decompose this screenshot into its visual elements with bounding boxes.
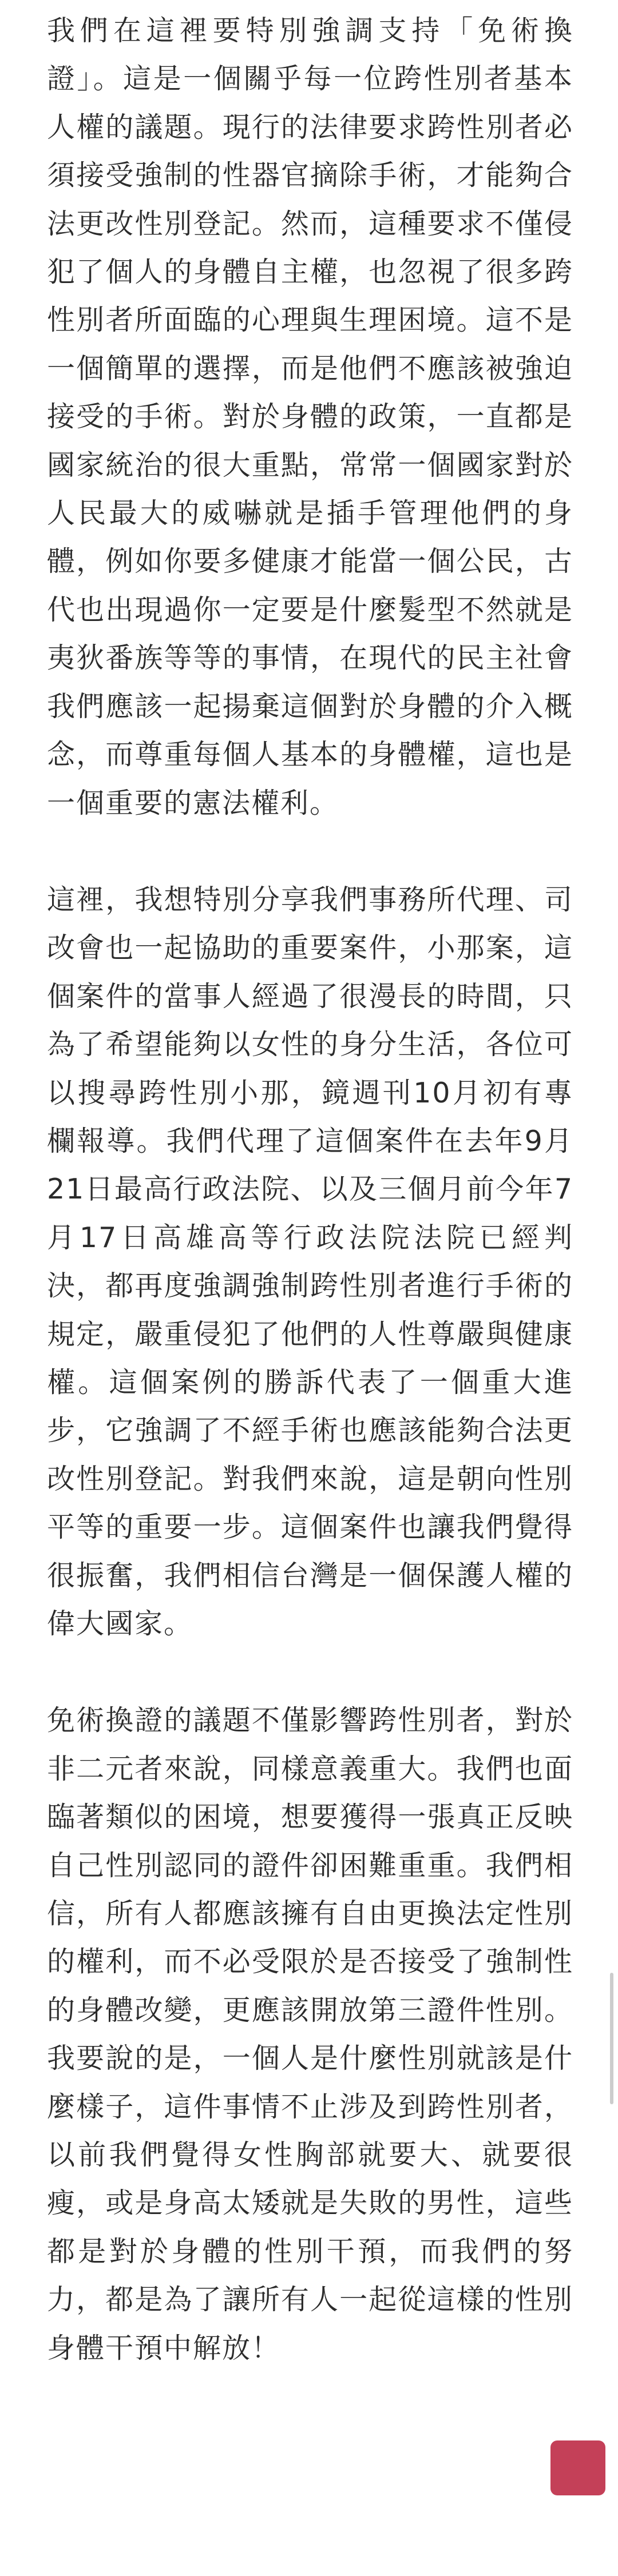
paragraph-gender-recognition: 我們在這裡要特別強調支持「免術換證」。這是一個關乎每一位跨性別者基本人權的議題。現行的法律要求跨性別者必須接受強制的性器官摘除手術，才能夠合法更改性別登記。然而，這種要求不僅侵犯了個人的身體自主權，也忽視了很多跨性別者所面臨的心理與生理困境。這不是一個簡單的選擇，而是他們不應該被強迫接受的手術。對於身體的政策，一直都是國家統治的很大重點，常常一個國家對於人民最大的威嚇就是插手管理他們的身體，例如你要多健康才能當一個公民，古代也出現過你一定要是什麼髮型不然就是夷狄番族等等的事情，在現代的民主社會我們應該一起揚棄這個對於身體的介入概念，而尊重每個人基本的身體權，這也是一個重要的憲法權利。 [47, 14, 573, 819]
article-body [47, 7, 573, 2372]
paragraph-non-binary: 免術換證的議題不僅影響跨性別者，對於非二元者來說，同樣意義重大。我們也面臨著類似的困境，想要獲得一張真正反映自己性別認同的證件卻困難重重。我們相信，所有人都應該擁有自由更換法定性別的權利，而不必受限於是否接受了強制性的身體改變，更應該開放第三證件性別。我要說的是，一個人是什麼性別就該是什麼樣子，這件事情不止涉及到跨性別者，以前我們覺得女性胸部就要大、就要很瘦，或是身高太矮就是失敗的男性，這些都是對於身體的性別干預，而我們的努力，都是為了讓所有人一起從這樣的性別身體干預中解放！ [47, 1704, 573, 2364]
paragraph-xiao-na-case: 這裡，我想特別分享我們事務所代理、司改會也一起協助的重要案件，小那案，這個案件的當事人經過了很漫長的時間，只為了希望能夠以女性的身分生活，各位可以搜尋跨性別小那，鏡週刊10月初有專欄報導。我們代理了這個案件在去年9月21日最高行政法院、以及三個月前今年7月17日高雄高等行政法院法院已經判決，都再度強調強制跨性別者進行手術的規定，嚴重侵犯了他們的人性尊嚴與健康權。這個案例的勝訴代表了一個重大進步，它強調了不經手術也應該能夠合法更改性別登記。對我們來說，這是朝向性別平等的重要一步。這個案件也讓我們覺得很振奮，我們相信台灣是一個保護人權的偉大國家。 [47, 883, 573, 1640]
scrollbar-thumb[interactable] [610, 1973, 613, 2104]
floating-action-button[interactable] [550, 2440, 605, 2495]
